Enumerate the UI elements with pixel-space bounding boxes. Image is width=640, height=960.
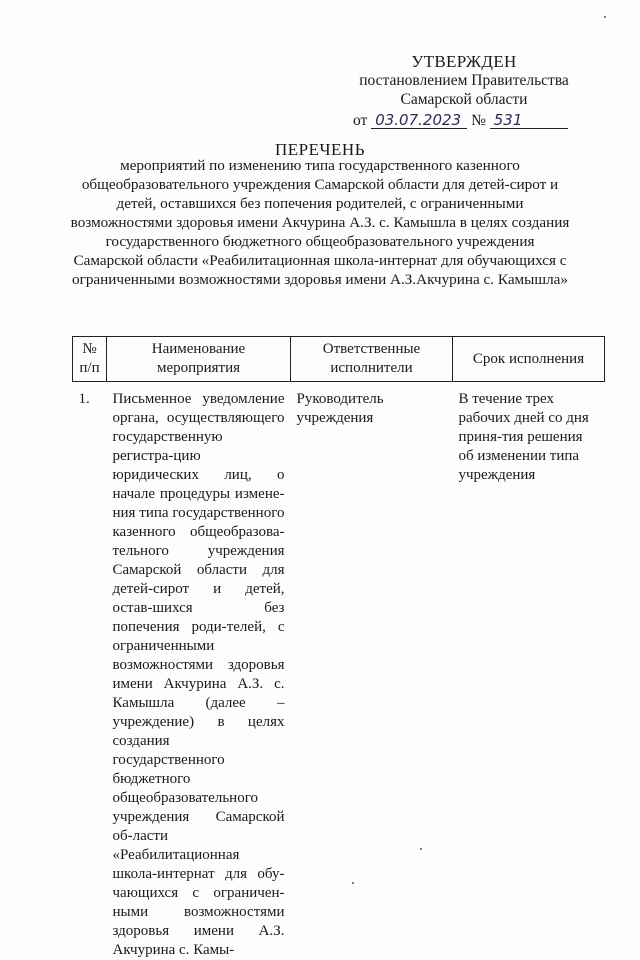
measures-table [72, 336, 605, 960]
handwritten-date: 03.07.2023 [371, 113, 467, 129]
row-term: В течение трех рабочих дней со дня приня-тия решения об изменении типа учреждения [453, 382, 605, 960]
header-responsible: Ответственные исполнители [291, 337, 453, 382]
document-heading: ПЕРЕЧЕНЬ [60, 140, 580, 160]
document-subheading: мероприятий по изменению типа государственного казенного общеобразовательного учреждения Самарской области для детей-сирот и детей, оставшихся без попечения родителей, с ограниченными возможностями здоровья имени Акчурина А.З. с. Камышла в целях создания государственного бюджетного общеобразовательного учреждения Самарской области «Реабилитационная школа-интернат для обучающихся с ограниченными возможностями здоровья имени А.З.Акчурина с. Камышла» [70, 156, 570, 289]
approval-title: УТВЕРЖДЕН [348, 52, 580, 71]
row-name: Письменное уведомление органа, осуществляющего государственную регистра-цию юридических лиц, о начале процедуры измене-ния типа государственного казенного общеобразова-тельного учреждения Самарской области для детей-сирот и детей, остав-шихся без попечения роди-телей, с ограниченными возможностями здоровья имени Акчурина А.З. с. Камышла (далее – учреждение) в целях создания государственного бюджетного общеобразовательного учреждения Самарской об-ласти «Реабилитационная школа-интернат для обу-чающихся с ограничен-ными возможностями здоровья имени А.З. Акчурина с. Камы- [107, 382, 291, 960]
approval-date-number-line [353, 112, 568, 130]
row-responsible: Руководитель учреждения [291, 382, 453, 960]
header-term: Срок исполнения [453, 337, 605, 382]
handwritten-number: 531 [490, 113, 568, 129]
row-num: 1. [73, 382, 107, 960]
scan-speck [604, 16, 606, 18]
number-label: № [471, 112, 486, 129]
from-label: от [353, 112, 367, 129]
approval-line-2: Самарской области [348, 90, 580, 109]
header-num: № п/п [73, 337, 107, 382]
scan-speck [352, 882, 354, 884]
table-row [73, 382, 605, 960]
table-header-row [73, 337, 605, 382]
header-name: Наименование мероприятия [107, 337, 291, 382]
scan-speck [420, 848, 422, 850]
approval-line-1: постановлением Правительства [348, 71, 580, 90]
approval-block [348, 52, 580, 109]
